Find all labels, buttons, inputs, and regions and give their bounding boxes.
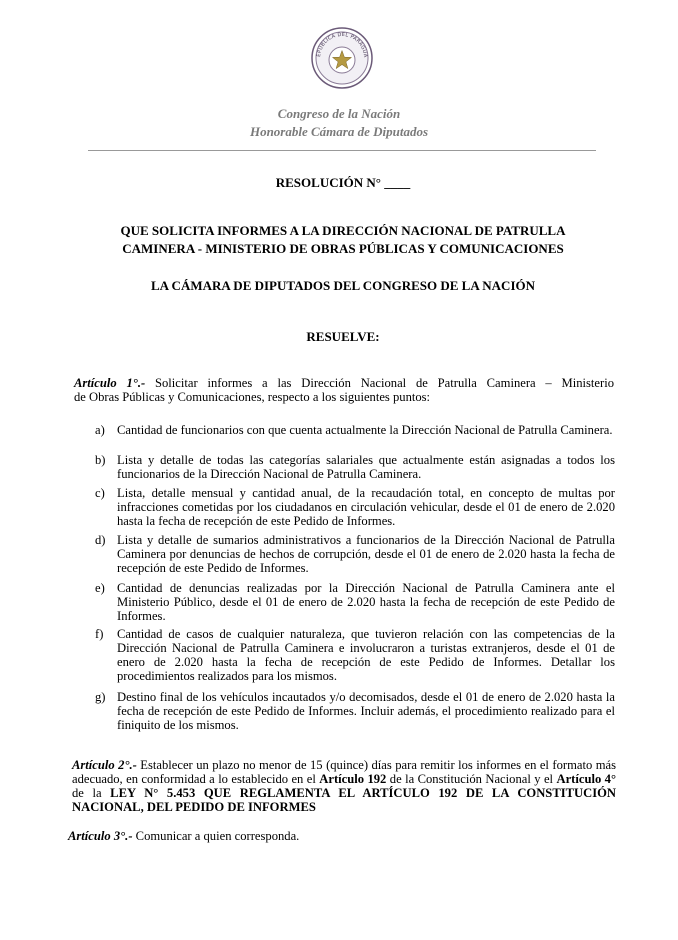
list-item-text: Lista y detalle de sumarios administrativos a funcionarios de la Dirección Nacional de Patrulla Caminera por denuncias de hechos de corrupción, desde el 01 de enero de 2.020 hasta la fecha de recepción de este Pedido de Informes. [117, 533, 615, 575]
resuelve-heading: RESUELVE: [306, 329, 380, 344]
article-3-label: Artículo 3°.- [68, 829, 133, 843]
subject-line-2: CAMINERA - MINISTERIO DE OBRAS PÚBLICAS Y COMUNICACIONES [122, 241, 564, 256]
list-item-letter: e) [95, 581, 105, 595]
list-item-text: Destino final de los vehículos incautados y/o decomisados, desde el 01 de enero de 2.020 hasta la fecha de recepción de este Pedido de Informes. Incluir además, el procedimiento realizado para el finiquito de los mismos. [117, 690, 615, 732]
article-2-text-1: Establecer un plazo no menor de 15 (quince) días para remitir los informes en el formato más adecuado, en conformidad a lo establecido en el [72, 758, 616, 786]
article-1 [74, 376, 614, 404]
article-2-text-2: de la Constitución Nacional y el [386, 772, 557, 786]
coat-of-arms-seal [311, 27, 373, 89]
article-3 [68, 829, 616, 843]
list-item-text: Lista y detalle de todas las categorías salariales que actualmente están asignadas a todos los funcionarios de la Dirección Nacional de Patrulla Caminera. [117, 453, 615, 481]
list-item-text: Lista, detalle mensual y cantidad anual, de la recaudación total, en concepto de multas por infracciones cometidas por los ciudadanos en circulación vehicular, desde el 01 de enero de 2.020 hasta la fecha de recepción de este Pedido de Informes. [117, 486, 615, 528]
chamber-title: LA CÁMARA DE DIPUTADOS DEL CONGRESO DE LA NACIÓN [150, 278, 536, 293]
article-2-ref-article-4: Artículo 4° [556, 772, 617, 786]
list-item-text: Cantidad de funcionarios con que cuenta actualmente la Dirección Nacional de Patrulla Caminera. [117, 423, 613, 437]
article-1-label: Artículo 1°.- [74, 376, 146, 390]
article-2-ref-article-192: Artículo 192 [319, 772, 387, 786]
header-divider [88, 150, 596, 151]
list-item-letter: d) [95, 533, 106, 547]
article-1-line2: de Obras Públicas y Comunicaciones, respecto a los siguientes puntos: [74, 390, 431, 404]
list-item-letter: g) [95, 690, 106, 704]
seal-text: EPÚBLICA DEL PARAGUA [315, 31, 369, 58]
article-2-text-3: de la [72, 786, 111, 800]
article-2 [72, 758, 616, 814]
article-2-label: Artículo 2°.- [72, 758, 137, 772]
list-item-letter: f) [95, 627, 104, 641]
article-3-text: Comunicar a quien corresponda. [132, 829, 300, 843]
article-2-law-reference: LEY N° 5.453 QUE REGLAMENTA EL ARTÍCULO 192 DE LA CONSTITUCIÓN NACIONAL, DEL PEDIDO DE INFORMES [72, 786, 616, 814]
header-chamber: Honorable Cámara de Diputados [249, 124, 429, 139]
subject-line-1: QUE SOLICITA INFORMES A LA DIRECCIÓN NACIONAL DE PATRULLA [120, 223, 566, 238]
header-congress: Congreso de la Nación [277, 106, 401, 121]
article-1-line1: Solicitar informes a las Dirección Nacional de Patrulla Caminera – Ministerio [145, 376, 614, 390]
list-item-letter: c) [95, 486, 105, 500]
list-item-text: Cantidad de casos de cualquier naturaleza, que tuvieron relación con las competencias de la Dirección Nacional de Patrulla Caminera e involucraron a turistas extranjeros, desde el 01 de enero de 2.020 hasta la fecha de recepción de este Pedido de Informes. Detallar los procedimientos realizados para los mismos. [117, 627, 615, 683]
list-item-text: Cantidad de denuncias realizadas por la Dirección Nacional de Patrulla Caminera ante el Ministerio Público, desde el 01 de enero de 2.020 hasta la fecha de recepción de este Pedido de Informes. [117, 581, 615, 623]
resolution-title: RESOLUCIÓN N° ____ [275, 175, 411, 190]
list-item-letter: b) [95, 453, 106, 467]
list-item-letter: a) [95, 423, 105, 437]
